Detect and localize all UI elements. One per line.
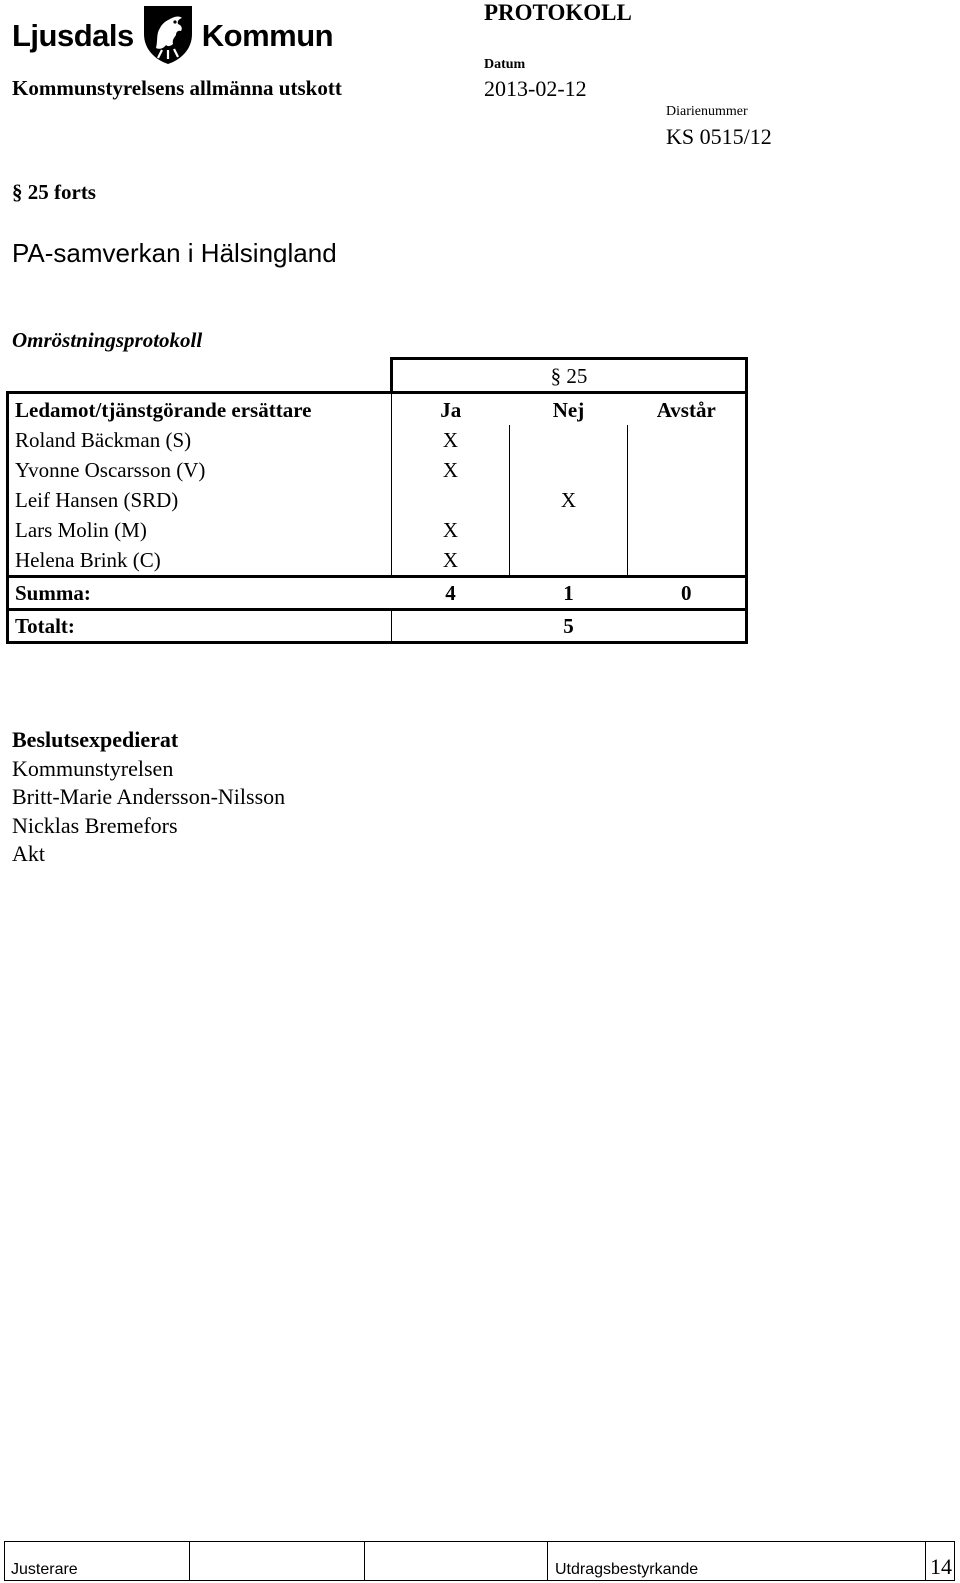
document-type: PROTOKOLL: [484, 0, 632, 25]
vote-protocol-heading: Omröstningsprotokoll: [12, 328, 203, 352]
table-row: [8, 545, 747, 577]
vote-no: [510, 455, 628, 485]
vote-abstain: [628, 485, 747, 515]
table-row: [8, 485, 747, 515]
total-row: [8, 610, 747, 643]
sum-no: 1: [510, 577, 628, 610]
vote-no: [510, 515, 628, 545]
vote-yes: X: [392, 425, 510, 455]
date-label: Datum: [484, 57, 526, 72]
recipient: Nicklas Bremefors: [12, 812, 178, 838]
sum-abstain: 0: [628, 577, 747, 610]
vote-abstain: [628, 515, 747, 545]
sum-row: [8, 577, 747, 610]
logo-text-right: Kommun: [201, 17, 334, 53]
member-name: Lars Molin (M): [15, 518, 147, 542]
table-row: [8, 455, 747, 485]
vote-no: [510, 545, 628, 577]
vote-table-header: [8, 393, 747, 426]
table-row: [8, 515, 747, 545]
vote-yes: X: [392, 515, 510, 545]
column-header-no: Nej: [552, 397, 585, 422]
vote-yes: [392, 485, 510, 515]
vote-no: X: [510, 485, 628, 515]
section-heading: § 25 forts: [12, 180, 96, 204]
date-value: 2013-02-12: [484, 76, 587, 101]
justerare-cell: [5, 1542, 190, 1580]
vote-no: [510, 425, 628, 455]
decision-distribution: [12, 726, 285, 869]
column-header-member: Ledamot/tjänstgörande ersättare: [15, 397, 312, 422]
vote-abstain: [628, 455, 747, 485]
vote-table-paragraph-row: [8, 359, 747, 393]
total-label: Totalt:: [8, 610, 392, 643]
municipality-logo: [12, 4, 333, 66]
column-header-yes: Ja: [392, 393, 510, 426]
justerare-label: Justerare: [11, 1561, 78, 1578]
signature-cell: [189, 1542, 365, 1580]
utdrag-label: Utdragsbestyrkande: [555, 1561, 699, 1578]
recipient: Britt-Marie Andersson-Nilsson: [12, 784, 286, 810]
vote-abstain: [628, 425, 747, 455]
page-number: 14: [930, 1554, 952, 1579]
logo-text-left: Ljusdals: [12, 17, 134, 53]
paragraph-cell: § 25: [392, 359, 747, 393]
signature-cell: [364, 1542, 548, 1580]
sum-label: Summa:: [8, 577, 392, 610]
municipal-coat-of-arms-icon: [142, 4, 194, 66]
vote-yes: X: [392, 545, 510, 577]
registration-number-value: KS 0515/12: [666, 124, 772, 149]
committee-name: Kommunstyrelsens allmänna utskott: [12, 76, 342, 100]
vote-table: [6, 357, 748, 644]
decision-title: Beslutsexpedierat: [12, 727, 179, 752]
member-name: Yvonne Oscarsson (V): [15, 458, 206, 482]
member-name: Helena Brink (C): [15, 548, 161, 572]
column-header-abstain: Avstår: [656, 397, 716, 422]
vote-abstain: [628, 545, 747, 577]
signature-footer: [4, 1541, 955, 1581]
page-title: PA-samverkan i Hälsingland: [12, 238, 337, 268]
table-row: [8, 425, 747, 455]
registration-number-label: Diarienummer: [666, 104, 748, 119]
member-name: Leif Hansen (SRD): [15, 488, 179, 512]
recipient: Kommunstyrelsen: [12, 755, 174, 781]
member-name: Roland Bäckman (S): [15, 428, 192, 452]
vote-table-body: [8, 393, 747, 643]
utdrag-cell: [547, 1542, 926, 1580]
vote-yes: X: [392, 455, 510, 485]
sum-yes: 4: [392, 577, 510, 610]
total-value: 5: [392, 610, 747, 643]
recipient: Akt: [12, 841, 45, 867]
